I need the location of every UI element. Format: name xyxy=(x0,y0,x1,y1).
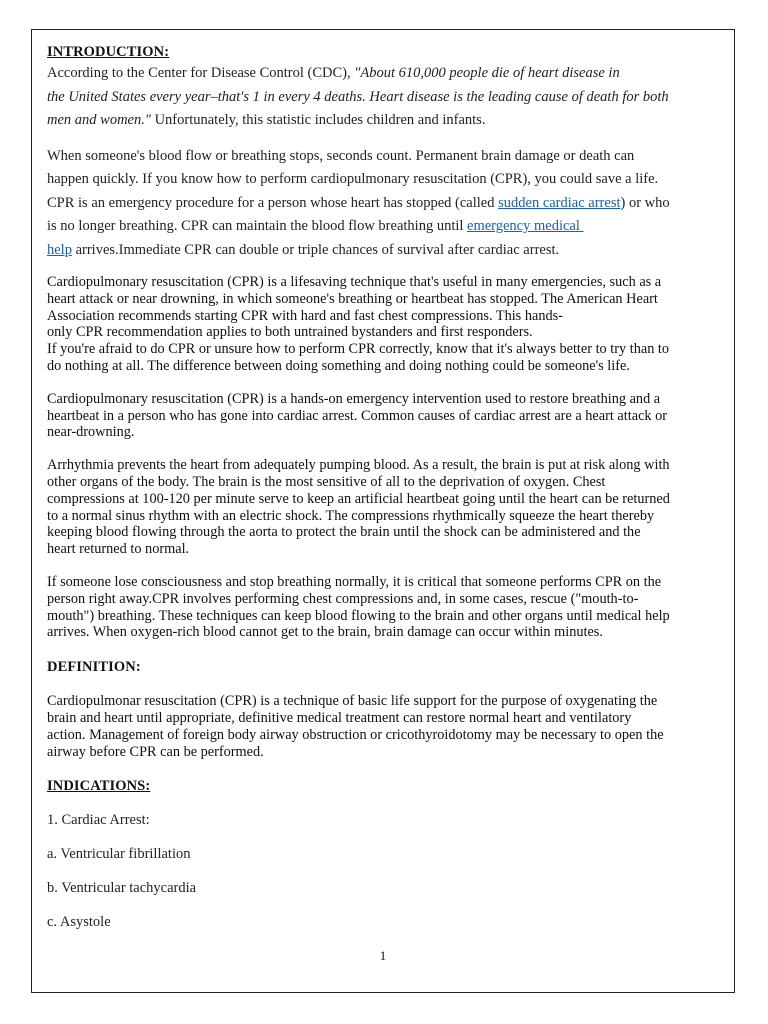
text-line: arrives.Immediate CPR can double or triple chances of survival after cardiac arrest. xyxy=(71,241,560,258)
indication-item: b. Ventricular tachycardia xyxy=(47,880,197,897)
intro-paragraph-consciousness xyxy=(47,574,723,641)
indication-item: 1. Cardiac Arrest: xyxy=(47,812,150,829)
text-line: compressions at 100-120 per minute serve to keep an artificial heartbeat going until the heart can be returned xyxy=(47,490,670,507)
text-line: brain and heart until appropriate, definitive medical treatment can restore normal heart and ventilatory xyxy=(47,709,632,726)
text-line: is no longer breathing. CPR can maintain the blood flow breathing until xyxy=(47,218,468,234)
definition-heading: DEFINITION: xyxy=(47,659,141,676)
text-line: If someone lose consciousness and stop breathing normally, it is critical that someone performs CPR on the xyxy=(47,573,662,590)
emergency-medical-help-link[interactable]: emergency medical xyxy=(467,218,580,234)
intro-paragraph-arrhythmia xyxy=(47,457,723,558)
emergency-medical-help-link-space[interactable] xyxy=(580,218,584,234)
text-line: When someone's blood flow or breathing stops, seconds count. Permanent brain damage or death can xyxy=(47,147,635,164)
indication-item: c. Asystole xyxy=(47,914,111,931)
intro-paragraph-seconds-count xyxy=(47,145,723,263)
cdc-quote-line-1: "About 610,000 people die of heart disease in xyxy=(354,65,620,81)
indication-item: a. Ventricular fibrillation xyxy=(47,846,191,863)
cdc-quote-line-2: the United States every year–that's 1 in every 4 deaths. Heart disease is the leading cause of death for both xyxy=(47,88,669,105)
text-line: Cardiopulmonar resuscitation (CPR) is a technique of basic life support for the purpose of oxygenating the xyxy=(47,693,658,710)
text-line: near-drowning. xyxy=(47,424,135,441)
text-line: heartbeat in a person who has gone into cardiac arrest. Common causes of cardiac arrest are a heart attack or xyxy=(47,407,668,424)
text-line: person right away.CPR involves performing chest compressions and, in some cases, rescue ("mouth-to- xyxy=(47,590,639,607)
text-line: Association recommends starting CPR with hard and fast chest compressions. This hands- xyxy=(47,307,563,324)
text-line: airway before CPR can be performed. xyxy=(47,743,264,760)
text-line: only CPR recommendation applies to both untrained bystanders and first responders. xyxy=(47,324,533,341)
sudden-cardiac-arrest-link[interactable]: sudden cardiac arrest xyxy=(498,194,621,211)
text-line: action. Management of foreign body airway obstruction or cricothyroidotomy may be necessary to open the xyxy=(47,726,664,743)
cdc-tail: Unfortunately, this statistic includes children and infants. xyxy=(150,112,486,128)
definition-paragraph xyxy=(47,693,723,760)
cdc-lead: According to the Center for Disease Control (CDC), xyxy=(47,65,355,81)
document-page xyxy=(31,29,735,993)
text-line: Arrhythmia prevents the heart from adequately pumping blood. As a result, the brain is put at risk along with xyxy=(47,457,670,474)
introduction-heading: INTRODUCTION: xyxy=(47,44,170,60)
text-line: other organs of the body. The brain is the most sensitive of all to the deprivation of oxygen. Chest xyxy=(47,473,606,490)
text-line: Cardiopulmonary resuscitation (CPR) is a hands-on emergency intervention used to restore breathing and a xyxy=(47,390,661,407)
text-line: do nothing at all. The difference between doing something and doing nothing could be someone's life. xyxy=(47,357,630,374)
text-line: ) or who xyxy=(620,194,670,211)
text-line: heart attack or near drowning, in which someone's breathing or heartbeat has stopped. The American Heart xyxy=(47,290,658,307)
indications-heading: INDICATIONS: xyxy=(47,778,151,795)
text-line: mouth") breathing. These techniques can keep blood flowing to the brain and other organs until medical help xyxy=(47,607,670,624)
intro-paragraph-lifesaving xyxy=(47,274,723,375)
text-line: keeping blood flowing through the aorta to protect the brain until the shock can be administered and the xyxy=(47,524,641,541)
text-line: Cardiopulmonary resuscitation (CPR) is a lifesaving technique that's useful in many emergencies, such as a xyxy=(47,274,662,290)
intro-paragraph-hands-on xyxy=(47,391,723,441)
text-line: heart returned to normal. xyxy=(47,541,190,558)
text-line: to a normal sinus rhythm with an electric shock. The compressions rhythmically squeeze the heart thereby xyxy=(47,507,655,524)
cdc-quote-line-3: men and women." xyxy=(47,112,151,128)
page-content xyxy=(47,42,723,932)
text-line: arrives. When oxygen-rich blood cannot get to the brain, brain damage can occur within minutes. xyxy=(47,624,603,641)
intro-paragraph-cdc xyxy=(47,62,723,133)
text-line: CPR is an emergency procedure for a person whose heart has stopped (called xyxy=(47,194,499,211)
text-line: If you're afraid to do CPR or unsure how to perform CPR correctly, know that it's always better to try than to xyxy=(47,341,670,358)
text-line: happen quickly. If you know how to perform cardiopulmonary resuscitation (CPR), you could save a life. xyxy=(47,171,659,187)
emergency-medical-help-link-cont[interactable]: help xyxy=(47,241,72,258)
page-number: 1 xyxy=(379,948,387,963)
